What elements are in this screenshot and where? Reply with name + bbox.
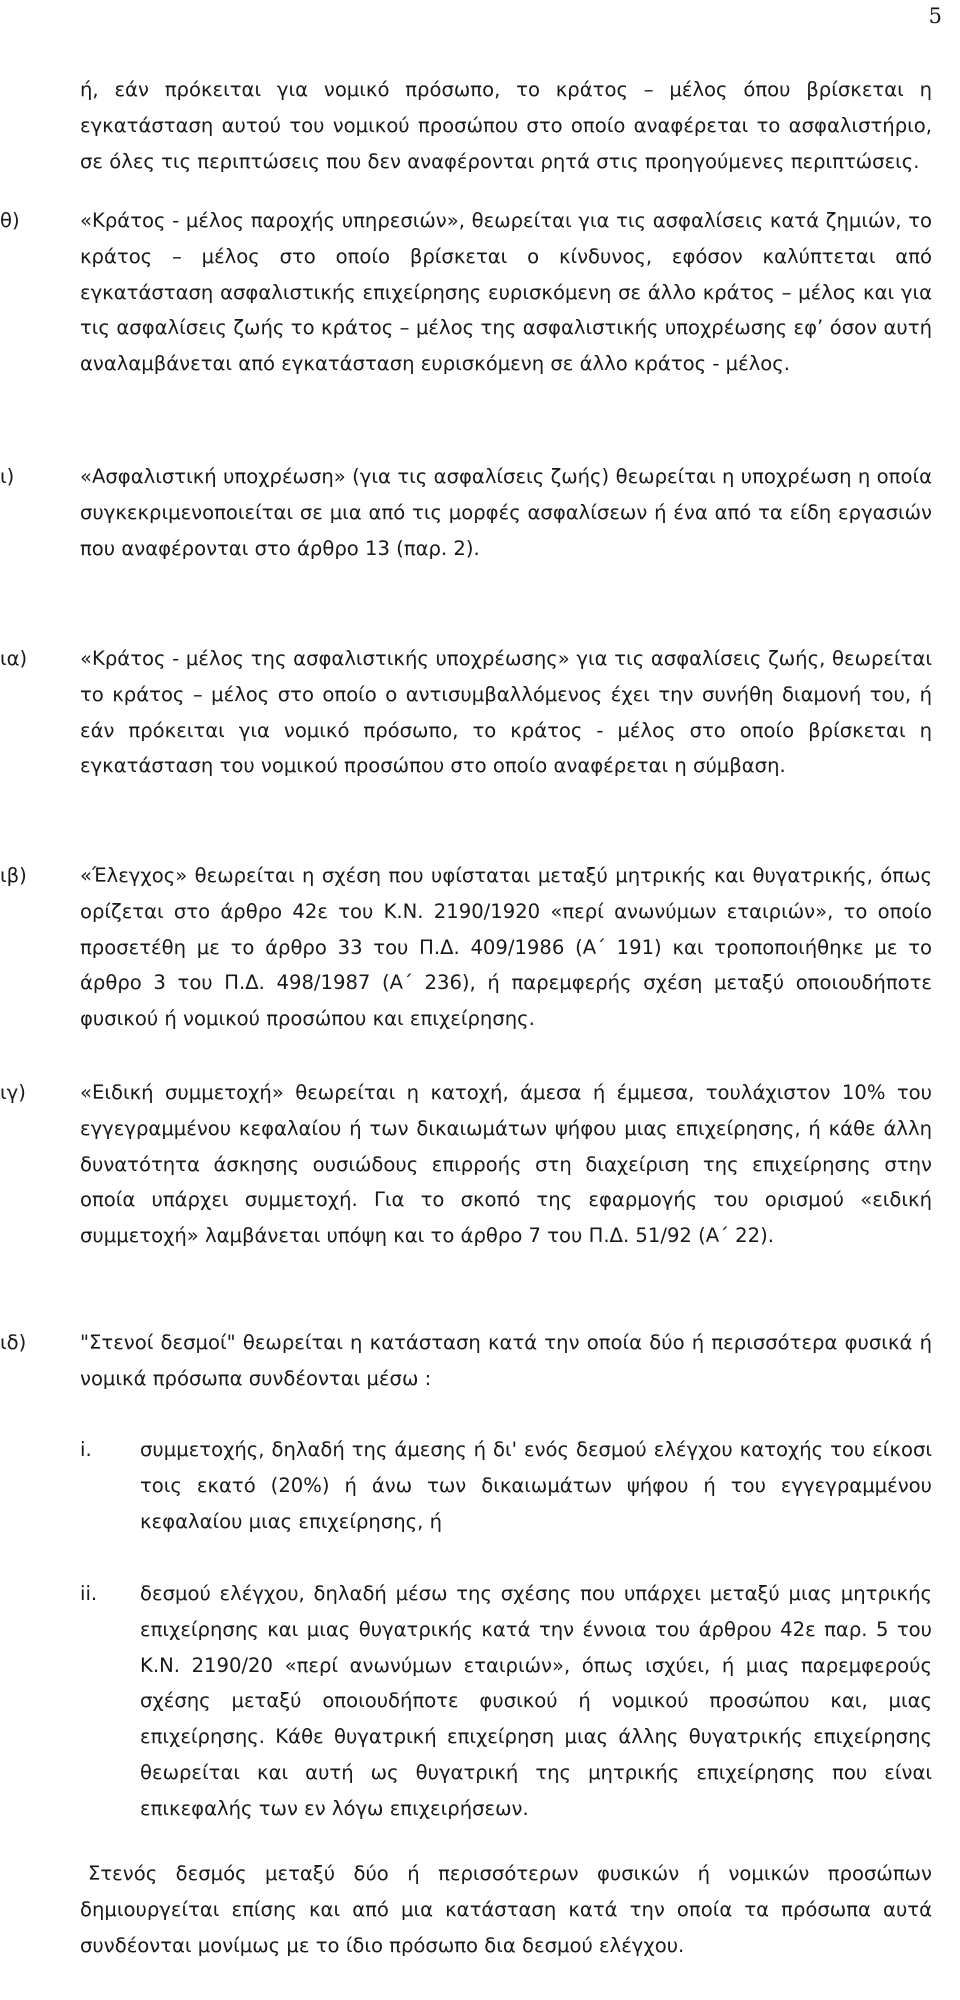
- definition-iota-gamma: [0, 1075, 932, 1254]
- sub-item-label: ii.: [80, 1582, 98, 1605]
- definition-label: θ): [0, 209, 20, 232]
- definition-label: ια): [0, 647, 28, 670]
- definition-theta: [0, 203, 932, 382]
- sub-item-text: συμμετοχής, δηλαδή της άμεσης ή δι' ενός δεσμού ελέγχου κατοχής του είκοσι τοις εκατό (20%) ή άνω των δικαιωμάτων ψήφου ή του εγγεγραμμένου κεφαλαίου μιας επιχείρησης, ή: [140, 1438, 932, 1533]
- intro-paragraph: ή, εάν πρόκειται για νομικό πρόσωπο, το κράτος – μέλος όπου βρίσκεται η εγκατάσταση αυτού του νομικού προσώπου στο οποίο αναφέρεται το ασφαλιστήριο, σε όλες τις περιπτώσεις που δεν αναφέρονται ρητά στις προηγούμενες περιπτώσεις.: [80, 78, 932, 173]
- page-number: 5: [928, 4, 942, 28]
- definition-iota-alpha: [0, 641, 932, 784]
- definition-label: ιδ): [0, 1331, 27, 1354]
- definition-label: ιβ): [0, 864, 27, 887]
- sub-item-ii: [0, 1576, 932, 1827]
- definition-text: «Κράτος - μέλος της ασφαλιστικής υποχρέωσης» για τις ασφαλίσεις ζωής, θεωρείται το κράτος – μέλος στο οποίο ο αντισυμβαλλόμενος έχει την συνήθη διαμονή του, ή εάν πρόκειται για νομικό πρόσωπο, το κράτος - μέλος στο οποίο βρίσκεται η εγκατάσταση του νομικού προσώπου στο οποίο αναφέρεται η σύμβαση.: [80, 647, 932, 778]
- sub-item-text: δεσμού ελέγχου, δηλαδή μέσω της σχέσης που υπάρχει μεταξύ μιας μητρικής επιχείρησης και μιας θυγατρικής κατά την έννοια του άρθρου 42ε παρ. 5 του Κ.Ν. 2190/20 «περί ανωνύμων εταιριών», όπως ισχύει, ή μιας παρεμφερούς σχέσης μεταξύ οποιουδήποτε φυσικού ή νομικού προσώπου και, μιας επιχείρησης. Κάθε θυγατρική επιχείρηση μιας άλλης θυγατρικής επιχείρησης θεωρείται και αυτή ως θυγατρική της μητρικής επιχείρησης που είναι επικεφαλής των εν λόγω επιχειρήσεων.: [140, 1582, 932, 1820]
- definition-text: «Έλεγχος» θεωρείται η σχέση που υφίσταται μεταξύ μητρικής και θυγατρικής, όπως ορίζεται στο άρθρο 42ε του Κ.Ν. 2190/1920 «περί ανωνύμων εταιριών», το οποίο προσετέθη με το άρθρο 33 του Π.Δ. 409/1986 (Α΄ 191) και τροποποιήθηκε με το άρθρο 3 του Π.Δ. 498/1987 (Α΄ 236), ή παρεμφερής σχέση μεταξύ οποιουδήποτε φυσικού ή νομικού προσώπου και επιχείρησης.: [80, 864, 932, 1031]
- definition-label: ι): [0, 465, 15, 488]
- sub-item-label: i.: [80, 1438, 92, 1461]
- definition-iota-beta: [0, 858, 932, 1037]
- definition-iota: [0, 459, 932, 566]
- definition-text: «Κράτος - μέλος παροχής υπηρεσιών», θεωρείται για τις ασφαλίσεις κατά ζημιών, το κράτος – μέλος στο οποίο βρίσκεται ο κίνδυνος, εφόσον καλύπτεται από εγκατάσταση ασφαλιστικής επιχείρησης ευρισκόμενη σε άλλο κράτος – μέλος και για τις ασφαλίσεις ζωής το κράτος – μέλος της ασφαλιστικής υποχρέωσης εφ’ όσον αυτή αναλαμβάνεται από εγκατάσταση ευρισκόμενη σε άλλο κράτος - μέλος.: [80, 209, 932, 376]
- definition-text: «Ασφαλιστική υποχρέωση» (για τις ασφαλίσεις ζωής) θεωρείται η υποχρέωση η οποία συγκεκριμενοποιείται σε μια από τις μορφές ασφαλίσεων ή ένα από τα είδη εργασιών που αναφέρονται στο άρθρο 13 (παρ. 2).: [80, 465, 932, 560]
- definition-iota-delta: [0, 1325, 932, 1397]
- definition-text: «Ειδική συμμετοχή» θεωρείται η κατοχή, άμεσα ή έμμεσα, τουλάχιστον 10% του εγγεγραμμένου κεφαλαίου ή των δικαιωμάτων ψήφου μιας επιχείρησης, ή κάθε άλλη δυνατότητα άσκησης ουσιώδους επιρροής στη διαχείριση της επιχείρησης στην οποία υπάρχει συμμετοχή. Για το σκοπό της εφαρμογής του ορισμού «ειδική συμμετοχή» λαμβάνεται υπόψη και το άρθρο 7 του Π.Δ. 51/92 (Α΄ 22).: [80, 1081, 932, 1248]
- definition-label: ιγ): [0, 1081, 26, 1104]
- definition-text: "Στενοί δεσμοί" θεωρείται η κατάσταση κατά την οποία δύο ή περισσότερα φυσικά ή νομικά πρόσωπα συνδέονται μέσω :: [80, 1331, 932, 1390]
- sub-item-i: [0, 1432, 932, 1539]
- closing-paragraph: Στενός δεσμός μεταξύ δύο ή περισσότερων φυσικών ή νομικών προσώπων δημιουργείται επίσης και από μια κατάσταση κατά την οποία τα πρόσωπα αυτά συνδέονται μονίμως με το ίδιο πρόσωπο δια δεσμού ελέγχου.: [80, 1862, 932, 1957]
